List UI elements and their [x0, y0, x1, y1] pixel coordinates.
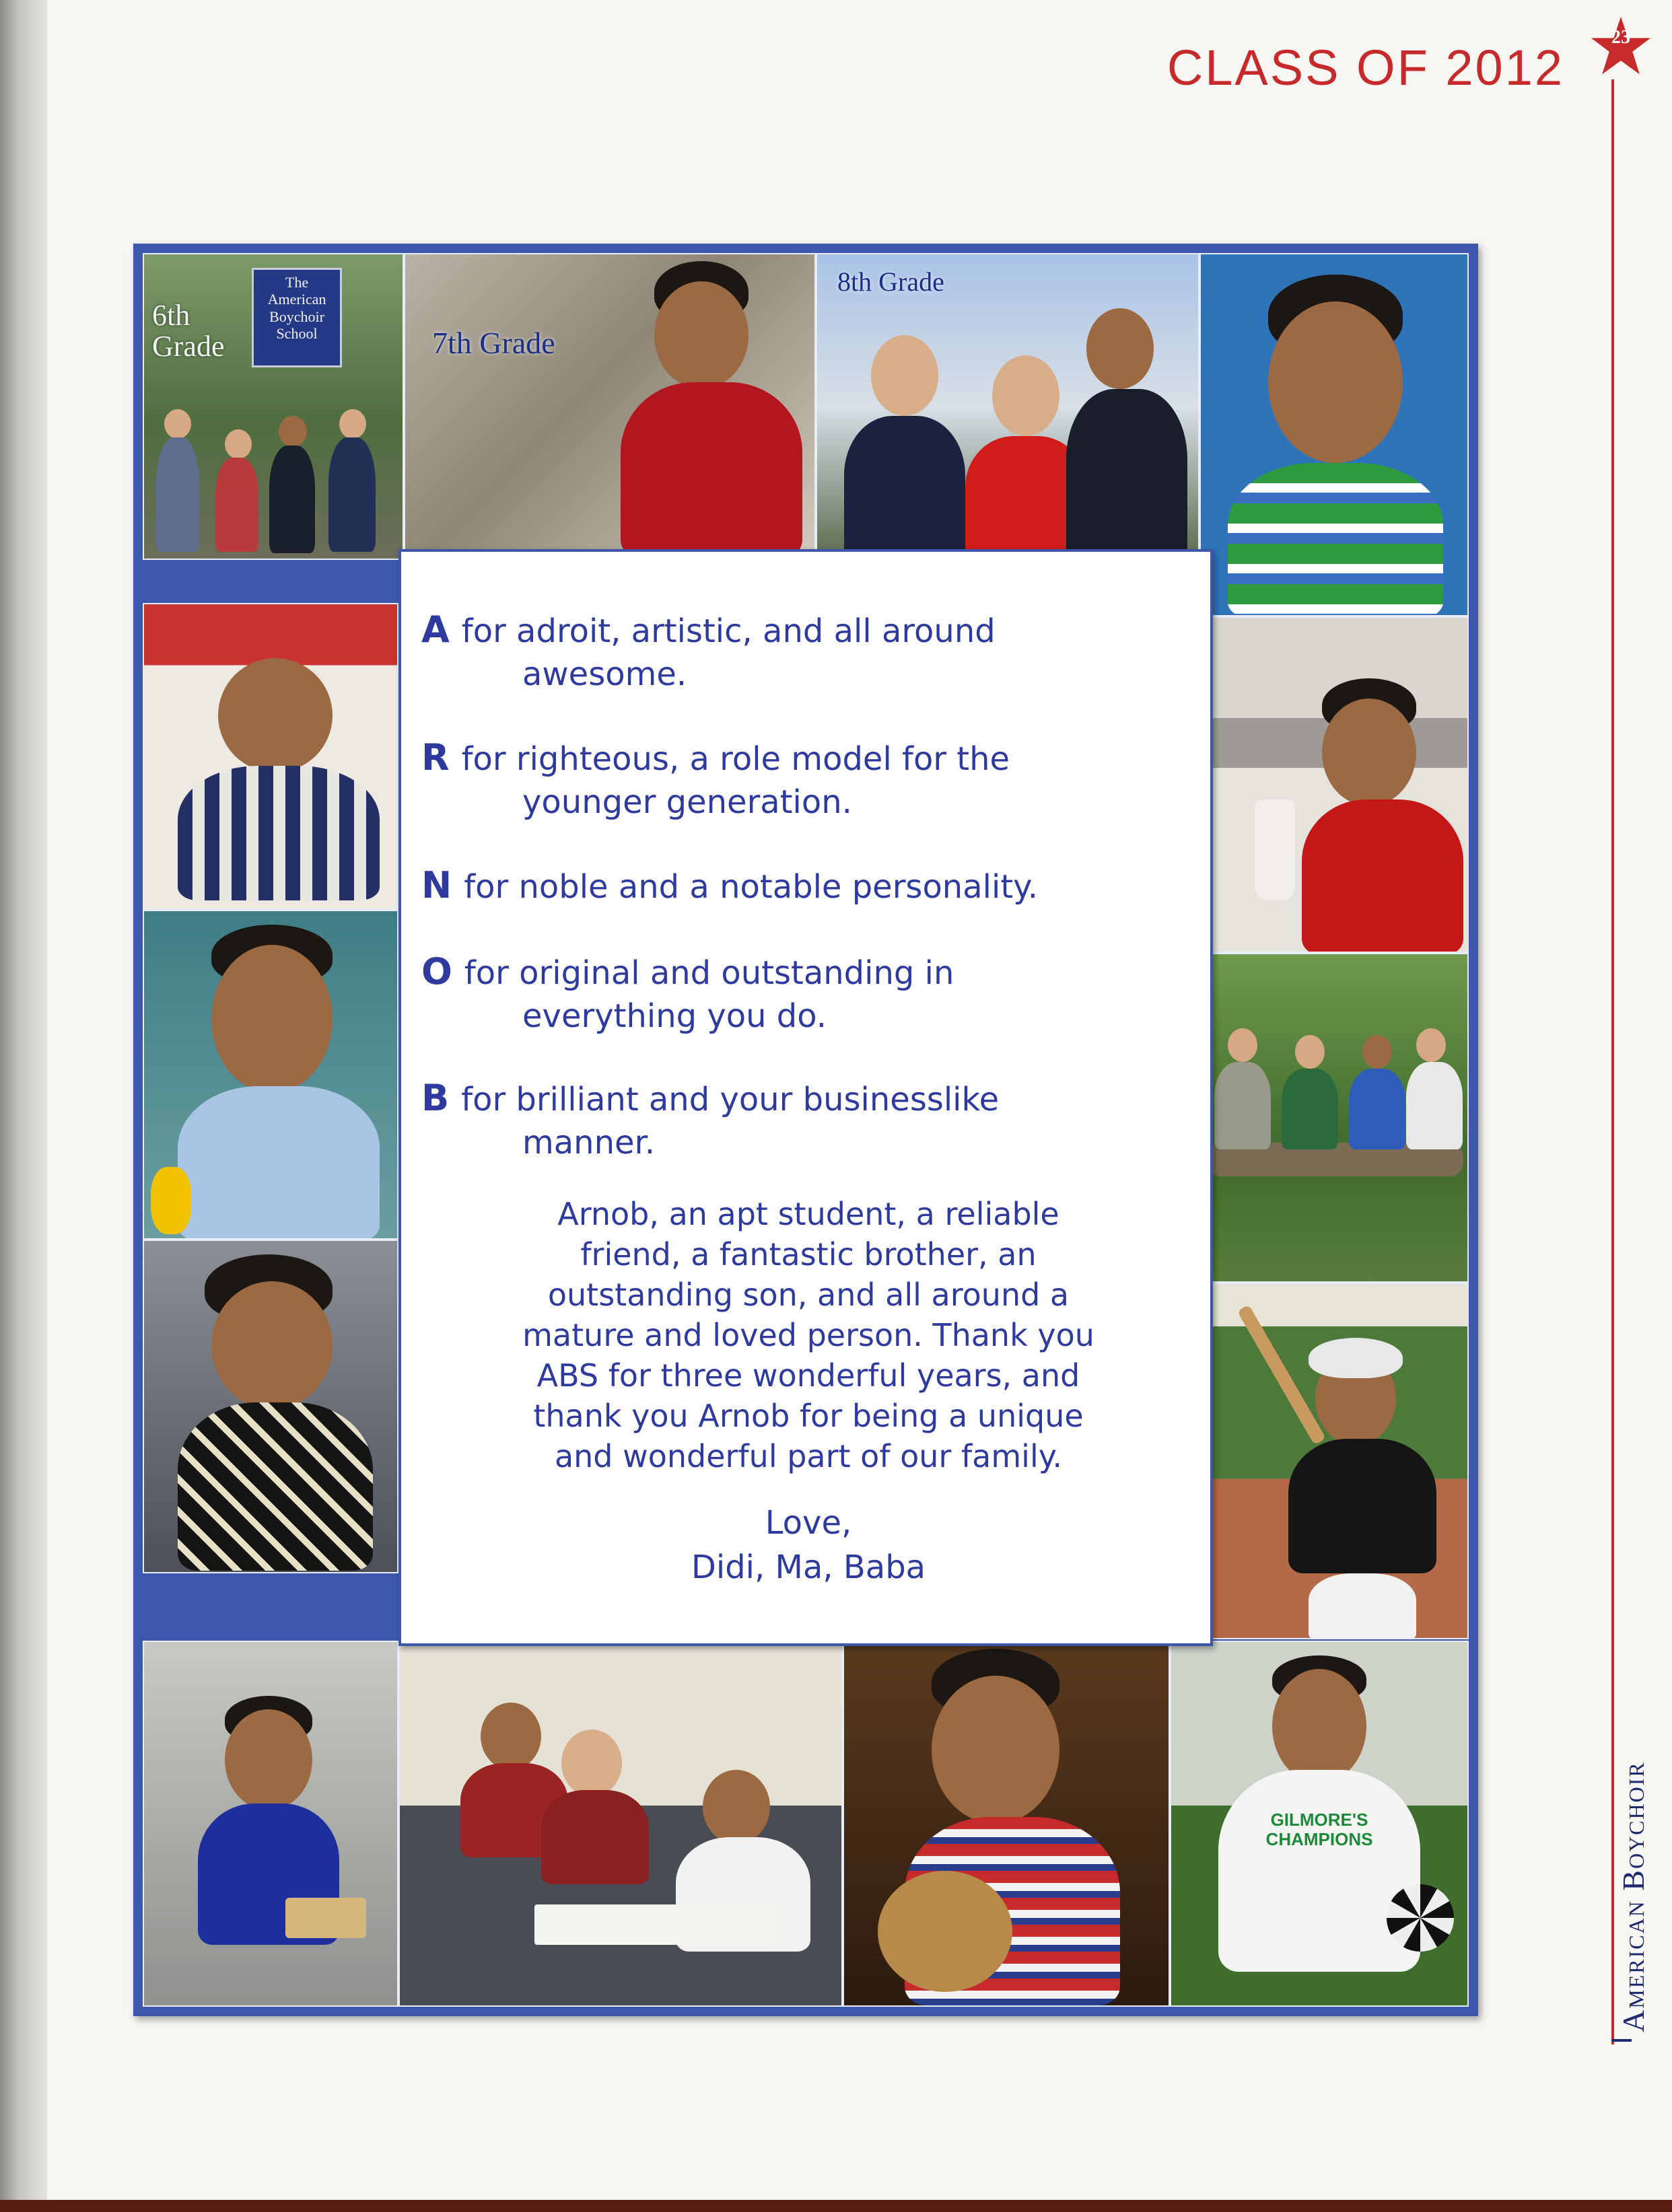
closing-line: Arnob, an apt student, a reliable [557, 1196, 1059, 1232]
group-of-boys [151, 396, 393, 557]
smiling-boy [1228, 275, 1443, 616]
shirt-text: GILMORE'S CHAMPIONS [1265, 1810, 1373, 1849]
page-title: CLASS OF 2012 [1166, 40, 1564, 96]
photo-toddler-blue-shirt [143, 910, 398, 1240]
students-at-desks [427, 1703, 831, 2005]
acrostic-text: for adroit, artistic, and all around [461, 612, 996, 650]
photo-milkshake [1199, 616, 1469, 953]
acrostic-letter: R [421, 736, 450, 779]
acrostic-letter: B [421, 1077, 450, 1119]
closing-line: friend, a fantastic brother, an [580, 1236, 1037, 1273]
closing-line: ABS for three wonderful years, and [536, 1357, 1080, 1394]
book-gutter-shadow [0, 0, 47, 2212]
boy-batting [1248, 1324, 1450, 1639]
acrostic-text-cont: awesome. [522, 655, 687, 693]
boy-with-milkshake [1302, 678, 1469, 953]
signoff-names: Didi, Ma, Baba [691, 1548, 926, 1586]
acrostic-text: for noble and a notable personality. [464, 868, 1038, 906]
seventh-grade-caption: 7th Grade [432, 326, 555, 360]
side-rule [1611, 79, 1614, 2044]
acrostic-b [421, 1077, 1195, 1164]
photo-baseball [1199, 1283, 1469, 1639]
three-boys [831, 308, 1194, 557]
yellow-toy [151, 1167, 191, 1234]
photo-baby-sweater-vest [143, 1240, 398, 1573]
signoff [428, 1501, 1189, 1590]
page-number: 23 [1611, 27, 1630, 48]
boy-thumbs-up [607, 261, 809, 557]
acrostic-text: for brilliant and your businesslike [461, 1081, 1000, 1118]
closing-message [428, 1194, 1189, 1476]
acrostic-text-cont: younger generation. [522, 783, 852, 821]
photo-toddler-with-book [143, 1641, 398, 2007]
acrostic-a [421, 608, 1195, 696]
photo-boys-on-log [1199, 953, 1469, 1283]
footer-rule [1611, 2039, 1632, 2042]
toddler-reading [184, 1696, 386, 2005]
photo-seventh-grade [404, 253, 816, 560]
photo-boy-striped-shirt [1199, 253, 1469, 616]
acrostic-text: for righteous, a role model for the [461, 740, 1010, 778]
acrostic-letter: A [421, 608, 450, 651]
acrostic-letter: O [421, 950, 452, 993]
acrostic-text-cont: everything you do. [522, 997, 827, 1035]
acrostic-r [421, 736, 1195, 824]
milkshake-glass [1255, 799, 1295, 900]
closing-line: outstanding son, and all around a [547, 1277, 1070, 1313]
photo-guitar [843, 1641, 1170, 2007]
letter-panel [398, 549, 1213, 1646]
photo-sixth-grade [143, 253, 404, 560]
closing-line: mature and loved person. Thank you [522, 1317, 1094, 1353]
closing-line: and wonderful part of our family. [554, 1438, 1063, 1474]
boy-with-guitar [878, 1649, 1160, 2007]
signoff-love: Love, [765, 1504, 852, 1542]
acrostic-text-cont: manner. [522, 1124, 656, 1162]
eighth-grade-caption: 8th Grade [837, 266, 944, 297]
sixth-grade-caption: 6th Grade [152, 299, 225, 363]
brand-name: American Boychoir [1616, 1761, 1650, 2032]
page-bottom-edge [0, 2200, 1672, 2212]
school-sign: The American Boychoir School [252, 268, 342, 367]
photo-soccer [1170, 1641, 1469, 2007]
boys-sitting [1208, 1001, 1463, 1264]
closing-line: thank you Arnob for being a unique [533, 1398, 1084, 1434]
boy-soccer-uniform [1198, 1655, 1454, 2007]
acrostic-text: for original and outstanding in [464, 954, 954, 992]
photo-baby-overalls [143, 603, 398, 910]
baby [171, 651, 386, 900]
toddler [171, 925, 386, 1240]
acrostic-n [421, 864, 1195, 908]
photo-eighth-grade [816, 253, 1199, 560]
acrostic-o [421, 950, 1195, 1038]
baby-in-vest [178, 1254, 380, 1573]
photo-classroom [398, 1641, 843, 2007]
acrostic-letter: N [421, 864, 452, 906]
